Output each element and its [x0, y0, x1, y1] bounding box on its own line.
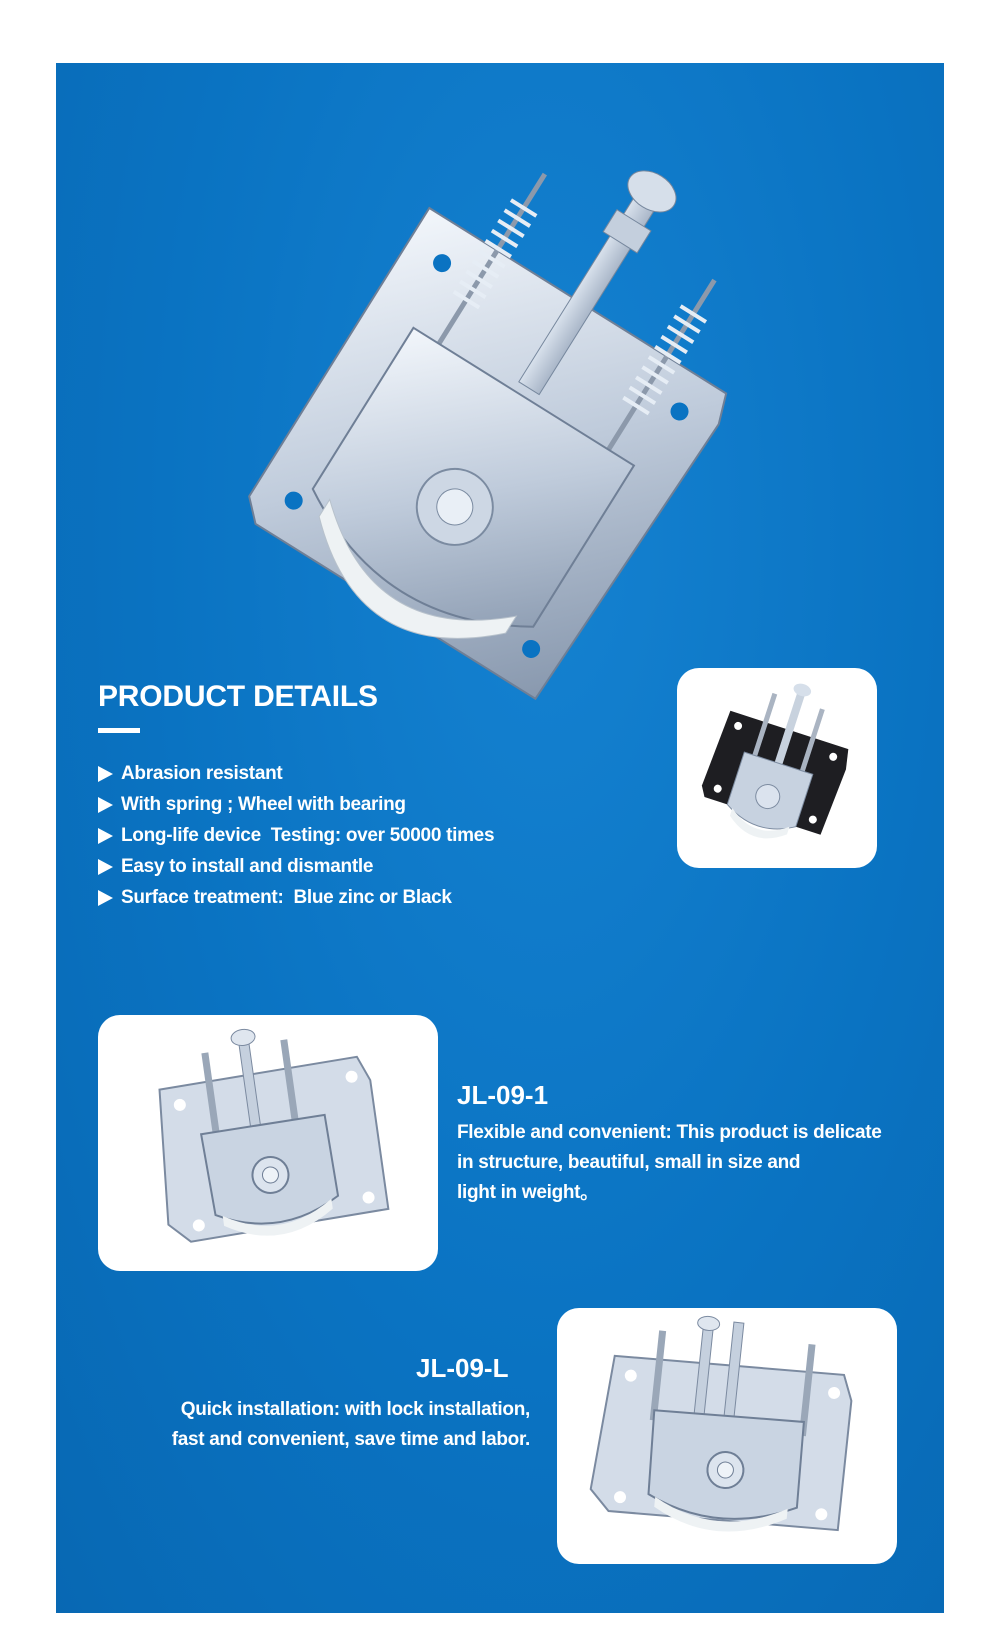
- feature-text: Easy to install and dismantle: [121, 855, 374, 877]
- model-jl-09-l-image-card: [557, 1308, 897, 1564]
- feature-text: Surface treatment: Blue zinc or Black: [121, 886, 452, 908]
- bullet-triangle-icon: [98, 766, 113, 782]
- feature-item: [98, 789, 494, 820]
- blue-panel: [56, 63, 944, 1613]
- model-jl-09-l-description: [160, 1395, 530, 1455]
- product-details-heading: PRODUCT DETAILS: [98, 680, 378, 713]
- description-line: in structure, beautiful, small in size and: [457, 1152, 801, 1173]
- bullet-triangle-icon: [98, 890, 113, 906]
- feature-item: [98, 851, 494, 882]
- bullet-triangle-icon: [98, 828, 113, 844]
- black-roller-image: [677, 668, 877, 868]
- feature-list: [98, 758, 494, 913]
- model-jl-09-1-title: JL-09-1: [457, 1080, 549, 1110]
- feature-item: [98, 758, 494, 789]
- model-jl-09-1-image-card: [98, 1015, 438, 1271]
- bullet-triangle-icon: [98, 859, 113, 875]
- description-line: Quick installation: with lock installation,: [180, 1399, 530, 1420]
- description-line: light in weight。: [457, 1182, 599, 1203]
- description-line: fast and convenient, save time and labor.: [171, 1429, 530, 1450]
- feature-text: With spring ; Wheel with bearing: [121, 793, 406, 815]
- feature-text: Abrasion resistant: [121, 762, 283, 784]
- feature-item: [98, 882, 494, 913]
- hero-roller-image: [176, 153, 756, 733]
- model-jl-09-l-title: JL-09-L: [416, 1353, 509, 1383]
- heading-underline: [98, 728, 140, 733]
- feature-item: [98, 820, 494, 851]
- bullet-triangle-icon: [98, 797, 113, 813]
- feature-text: Long-life device Testing: over 50000 times: [121, 824, 495, 846]
- black-variant-image-card: [677, 668, 877, 868]
- model-jl-09-1-description: [457, 1118, 897, 1208]
- jl-09-l-roller-image: [557, 1308, 897, 1564]
- jl-09-1-roller-image: [98, 1015, 438, 1271]
- description-line: Flexible and convenient: This product is delicate: [457, 1122, 882, 1143]
